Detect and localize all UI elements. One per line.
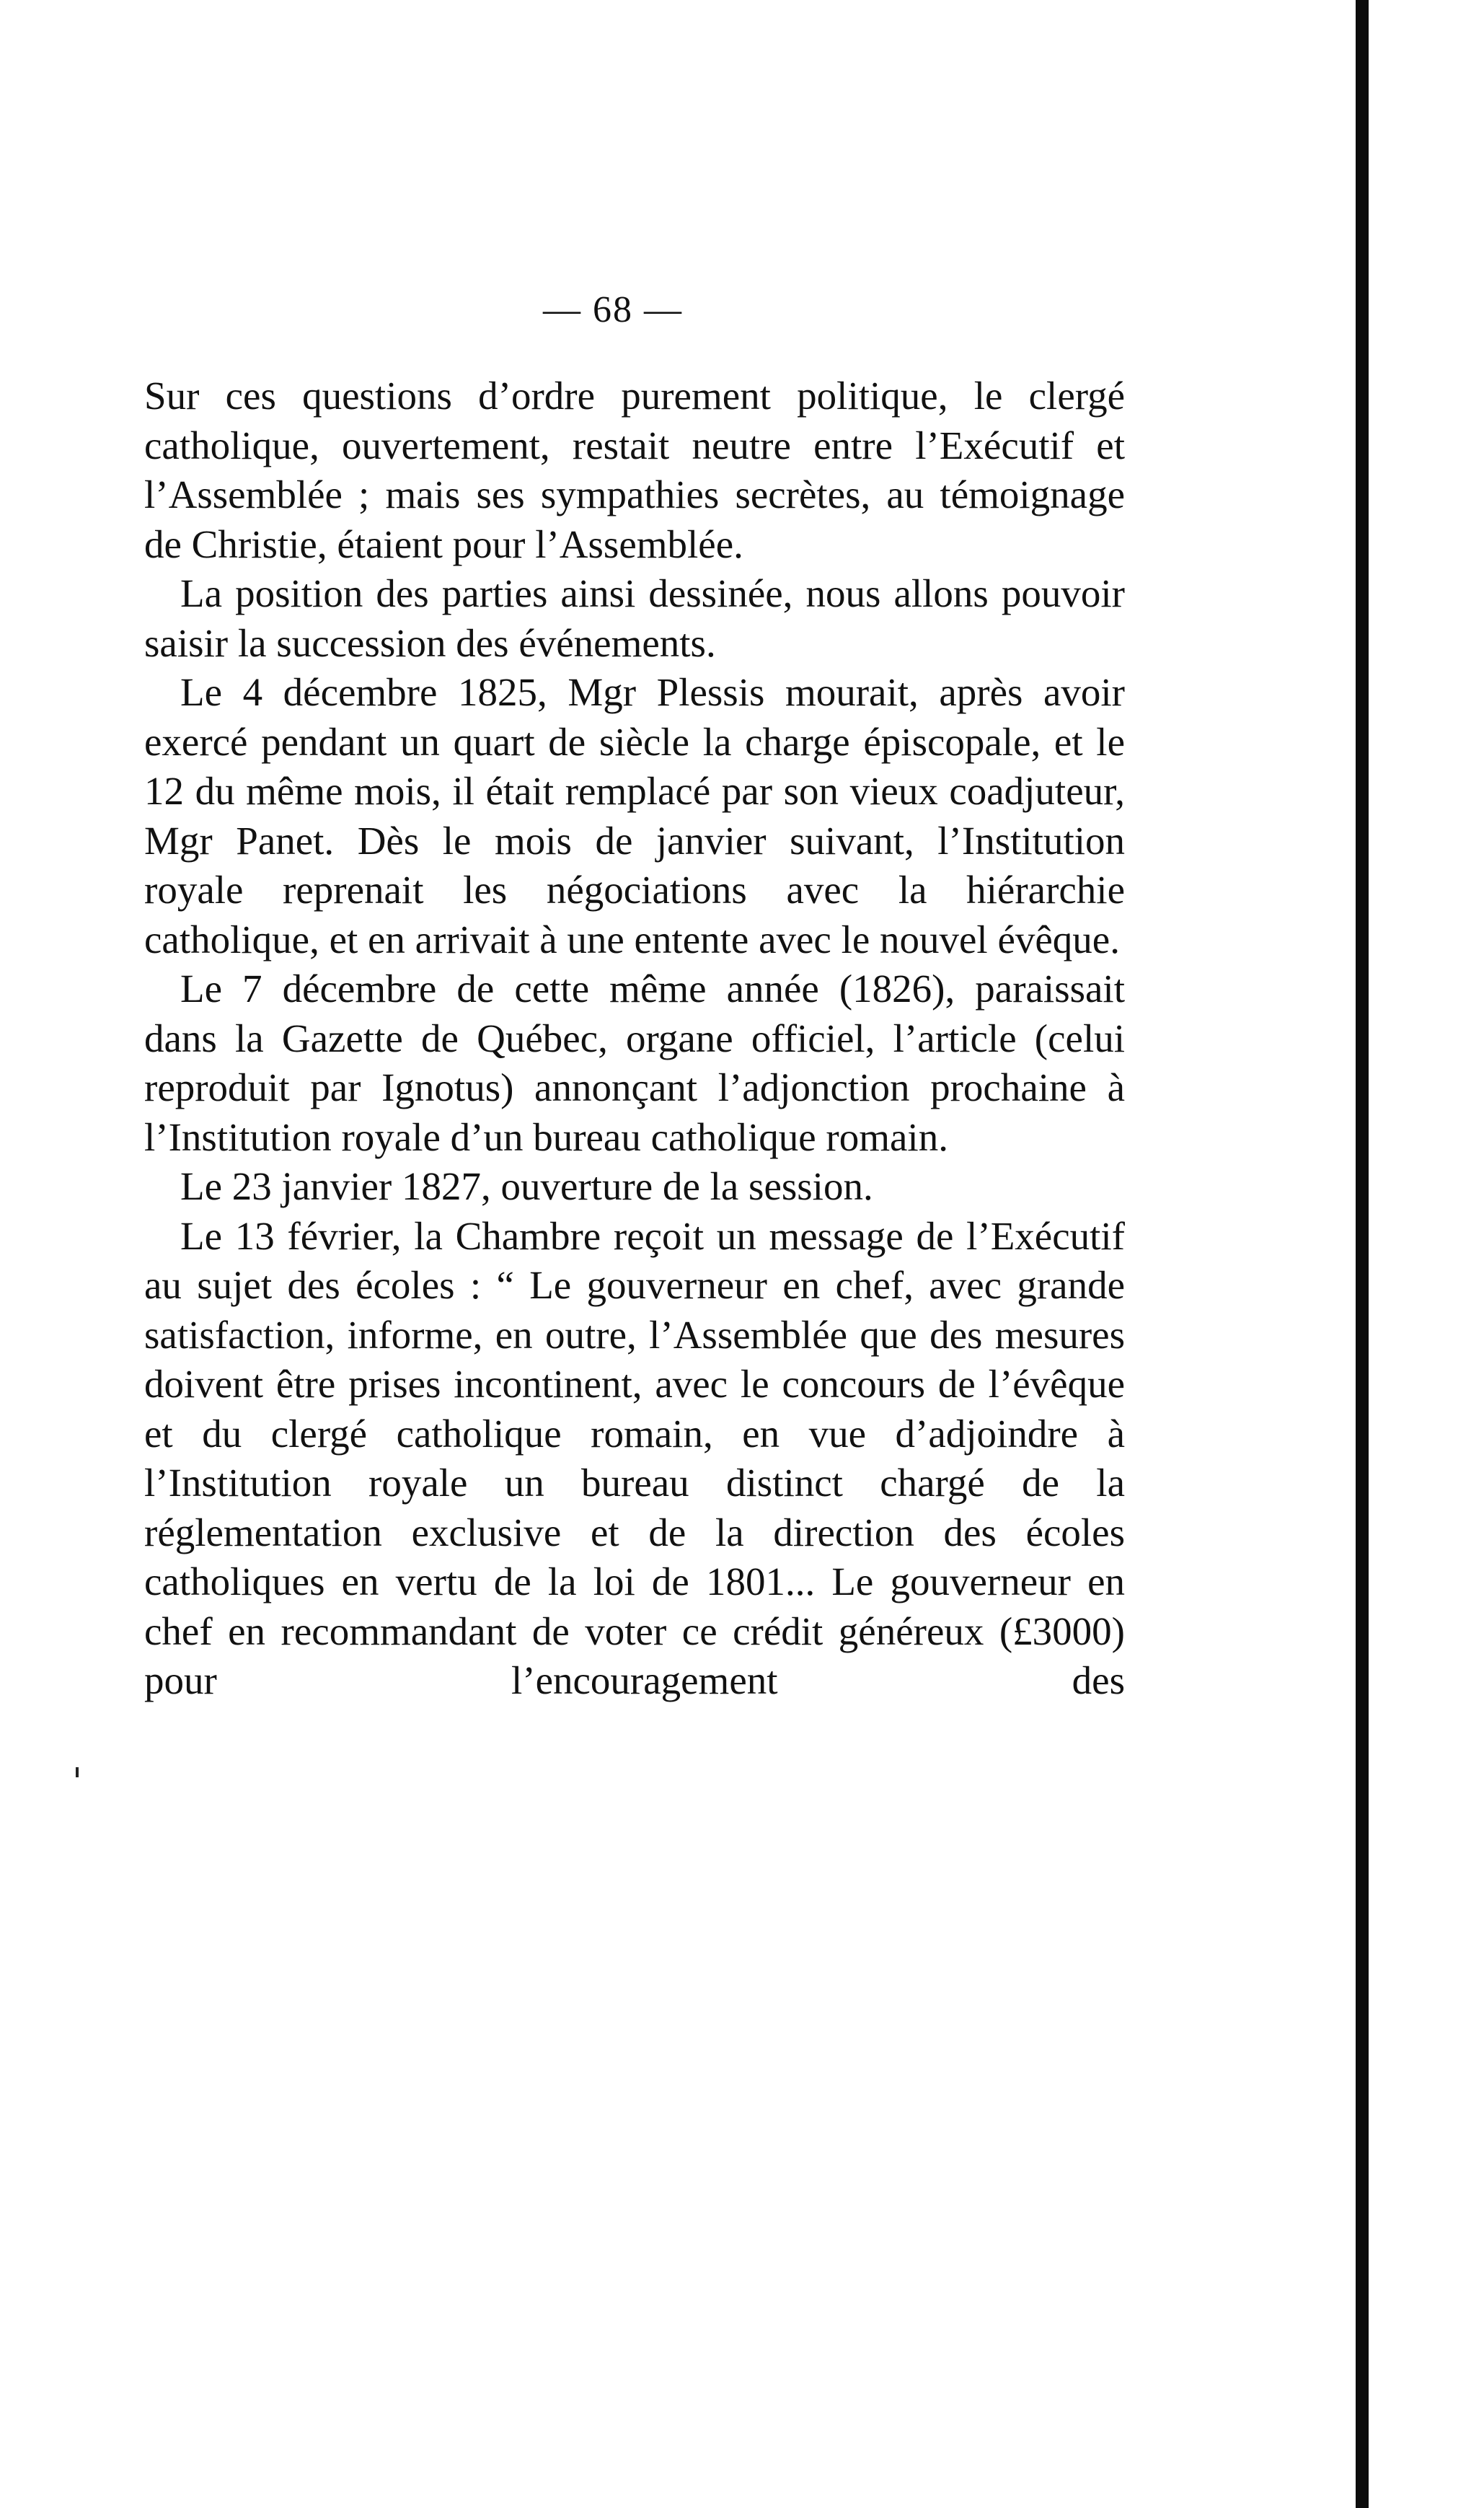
paragraph: Le 13 février, la Chambre reçoit un message de l’Exécutif au sujet des écoles : “ Le gouverneur en chef, avec grande satisfaction, informe, en outre, l’Assemblée que des mesures doivent être prises incontinent, avec le concours de l’évêque et du clergé catholique romain, en vue d’adjoindre à l’Institution royale un bureau distinct chargé de la réglementation exclusive et de la direction des écoles catholiques en vertu de la loi de 1801... Le gouverneur en chef en recommandant de voter ce crédit généreux (£3000) pour l’encouragement des [144,1213,1125,1702]
paragraph: La position des parties ainsi dessinée, nous allons pouvoir saisir la succession des événements. [144,571,1125,665]
paragraph: Le 4 décembre 1825, Mgr Plessis mourait, après avoir exercé pendant un quart de siècle la charge épiscopale, et le 12 du même mois, il était remplacé par son vieux coadjuteur, Mgr Panet. Dès le mois de janvier suivant, l’Institution royale reprenait les négociations avec la hiérarchie catholique, et en arrivait à une entente avec le nouvel évêque. [144,670,1125,962]
paragraph: Le 7 décembre de cette même année (1826), paraissait dans la Gazette de Québec, organe officiel, l’article (celui reproduit par Ignotus) annonçant l’adjonction prochaine à l’Institution royale d’un bureau catholique romain. [144,967,1125,1159]
paragraph: Le 23 janvier 1827, ouverture de la session. [180,1164,873,1208]
body-text [144,371,1125,1755]
margin-mark [76,1767,79,1777]
page-number: — 68 — [543,289,683,330]
paragraph: Sur ces questions d’ordre purement politique, le clergé catholique, ouvertement, restait neutre entre l’Exécutif et l’Assemblée ; mais ses sympathies secrètes, au témoignage de Christie, étaient pour l’Assemblée. [144,374,1125,566]
page-edge-border [1356,0,1369,2508]
